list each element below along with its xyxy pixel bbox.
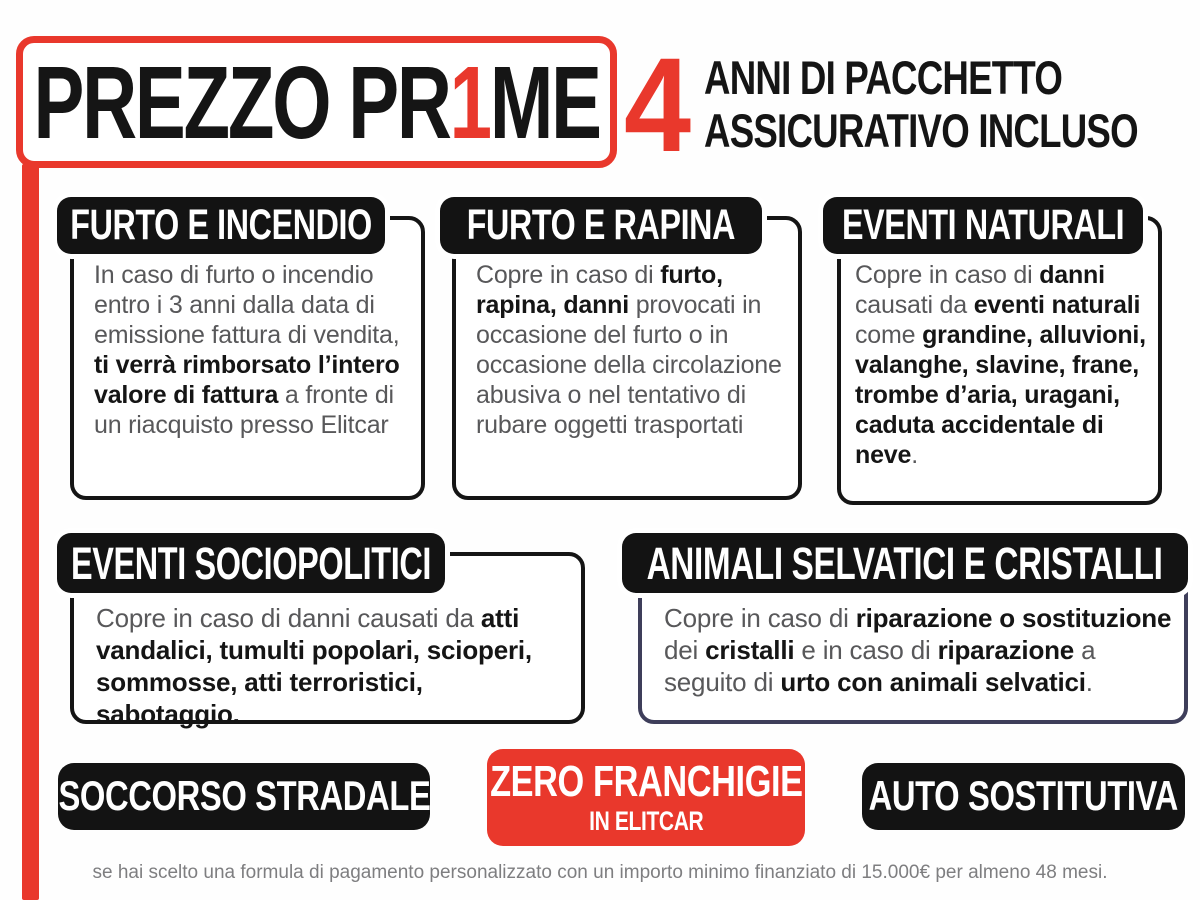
card-animali-cristalli <box>638 537 1188 724</box>
card-title: EVENTI NATURALI <box>841 201 1125 249</box>
card-title: FURTO E INCENDIO <box>70 201 372 249</box>
card-furto-incendio <box>70 201 425 500</box>
card-eventi-naturali <box>837 201 1162 505</box>
card-furto-incendio-text: In caso di furto o incendio entro i 3 anni dalla data di emissione fattura di vendita, ti verrà rimborsato l’intero valore di fattura a fronte di un riacquisto presso Elitcar <box>94 261 400 439</box>
card-eventi-naturali-title-pill <box>823 197 1143 254</box>
badge-soccorso-label: SOCCORSO STRADALE <box>58 772 430 820</box>
card-furto-incendio-title-pill <box>57 197 385 254</box>
red-accent-line <box>22 164 39 900</box>
card-title: EVENTI SOCIOPOLITICI <box>70 537 432 589</box>
header-tagline <box>704 52 1200 157</box>
card-animali-cristalli-title-pill <box>622 533 1188 593</box>
card-eventi-sociopolitici-title-pill <box>57 533 445 593</box>
badge-zero-franchigie <box>487 749 805 846</box>
card-furto-rapina-text: Copre in caso di furto, rapina, danni provocati in occasione del furto o in occasione della circolazione abusiva o nel tentativo di rubare oggetti trasportati <box>476 261 782 439</box>
badge-zero-line-2: IN ELITCAR <box>588 806 704 837</box>
badge-soccorso-stradale <box>58 763 430 830</box>
tagline-line-2: ASSICURATIVO INCLUSO <box>704 103 1138 157</box>
card-eventi-sociopolitici <box>70 537 585 729</box>
years-number: 4 <box>624 31 692 180</box>
badge-auto-sostitutiva <box>862 763 1185 830</box>
card-furto-rapina-title-pill <box>440 197 762 254</box>
card-furto-rapina <box>452 201 802 500</box>
card-title: FURTO E RAPINA <box>466 201 736 249</box>
badge-auto-label: AUTO SOSTITUTIVA <box>868 772 1179 820</box>
card-eventi-naturali-text: Copre in caso di danni causati da eventi naturali come grandine, alluvioni, valanghe, slavine, frane, trombe d’aria, uragani, caduta accidentale di neve. <box>855 261 1146 469</box>
footer-disclaimer: se hai scelto una formula di pagamento personalizzato con un importo minimo finanziato di 15.000€ per almeno 48 mesi. <box>92 862 1108 883</box>
tagline-line-1: ANNI DI PACCHETTO <box>704 51 1063 104</box>
badge-zero-line-1: ZERO FRANCHIGIE <box>489 757 803 807</box>
page-title: PREZZO PR1ME <box>33 44 600 160</box>
card-title: ANIMALI SELVATICI E CRISTALLI <box>647 537 1163 589</box>
card-eventi-sociopolitici-text: Copre in caso di danni causati da atti vandalici, tumulti popolari, scioperi, sommosse, atti terroristici, sabotaggio. <box>96 603 532 729</box>
header-title-box <box>16 36 617 168</box>
card-animali-cristalli-text: Copre in caso di riparazione o sostituzione dei cristalli e in caso di riparazione a seguito di urto con animali selvatici. <box>664 603 1172 697</box>
